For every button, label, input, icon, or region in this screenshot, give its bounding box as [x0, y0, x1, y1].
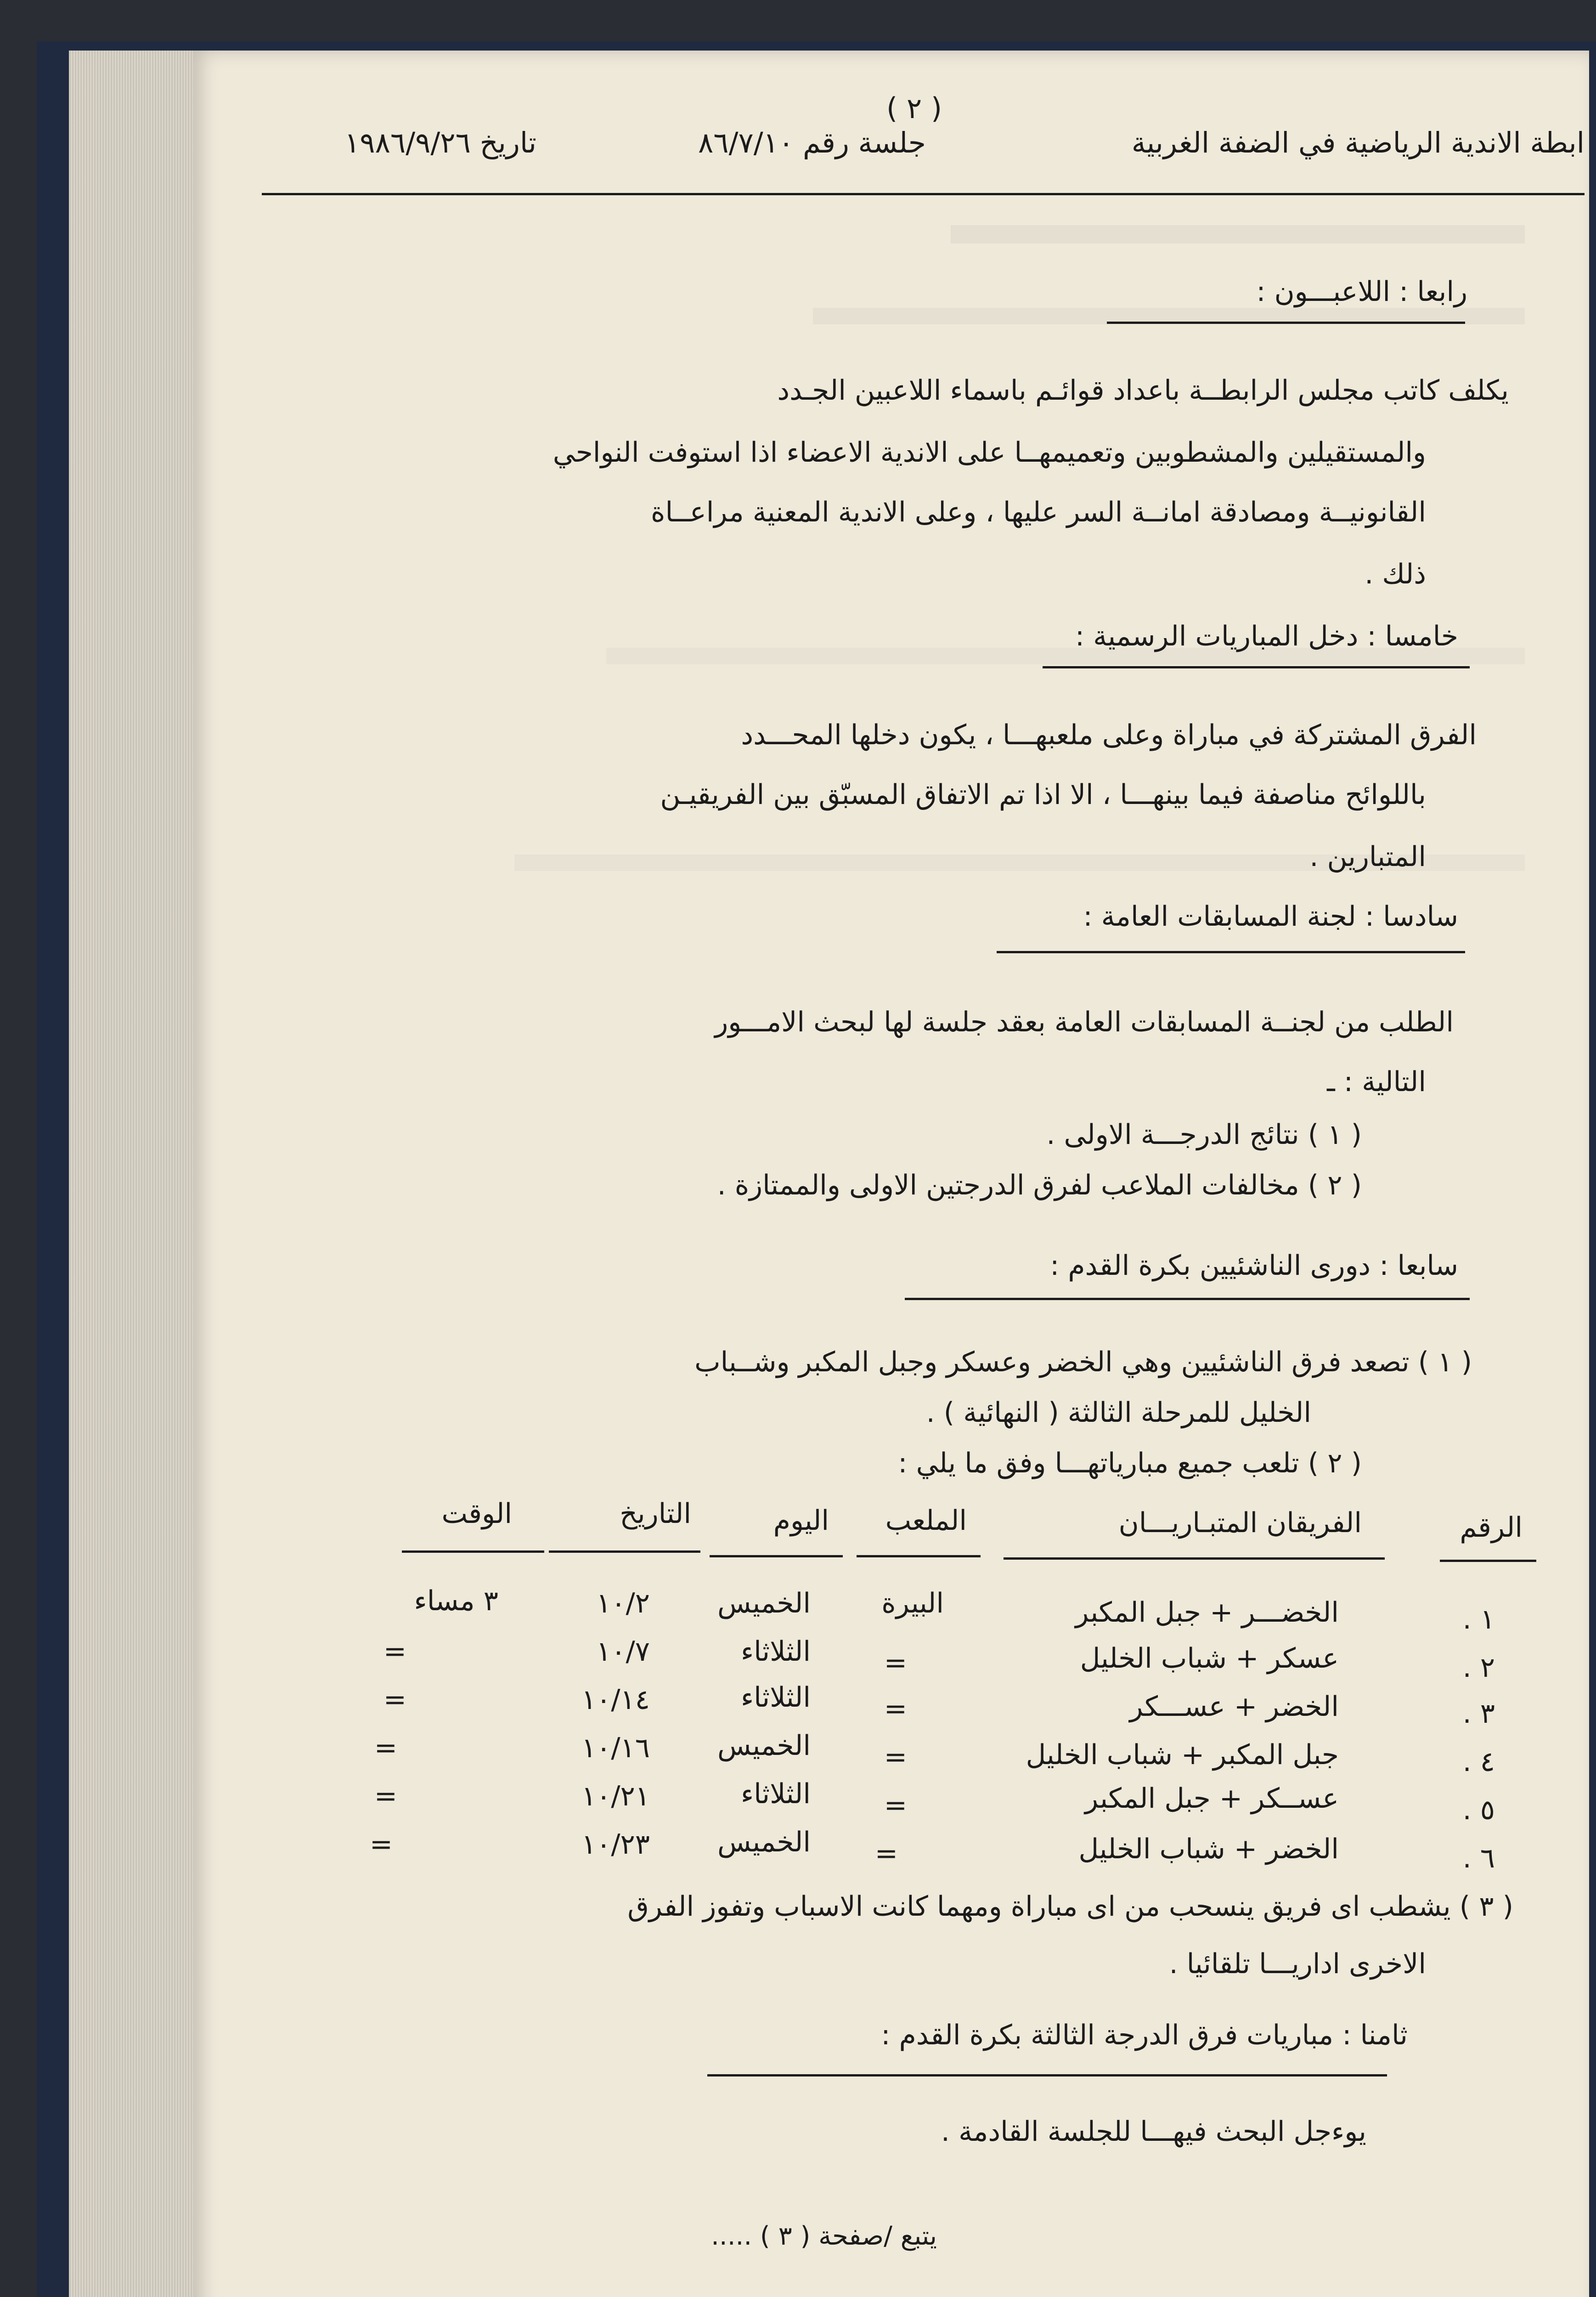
row-date: ١٠/٢٣	[581, 1828, 650, 1861]
row-venue: =	[884, 1789, 907, 1822]
section6-item1: ( ١ ) نتائج الدرجـــة الاولى .	[1046, 1119, 1362, 1151]
row-day: الخميس	[717, 1730, 811, 1762]
section4-line2: والمستقيلين والمشطوبين وتعميمهــا على الاندية الاعضاء اذا استوفت النواحي	[553, 436, 1426, 469]
row-num: ٤ .	[1462, 1746, 1495, 1778]
header-rule	[262, 193, 1585, 195]
section8-underline	[707, 2074, 1387, 2076]
row-date: ١٠/٢	[596, 1587, 650, 1619]
row-num: ٢ .	[1462, 1652, 1495, 1684]
page-edges	[69, 51, 207, 2297]
section4-line4: ذلك .	[1365, 558, 1426, 590]
row-teams: الخضر + عســـكر	[1129, 1691, 1339, 1723]
page-number: ( ٢ )	[886, 91, 942, 125]
section7-line3: ( ٢ ) تلعب جميع مبارياتهـــا وفق ما يلي :	[898, 1447, 1362, 1479]
row-day: الثلاثاء	[740, 1635, 811, 1668]
section8-line: يوءجل البحث فيهـــا للجلسة القادمة .	[941, 2116, 1366, 2148]
section8-heading: ثامنا : مباريات فرق الدرجة الثالثة بكرة القدم :	[881, 2019, 1408, 2051]
section5-underline	[1043, 666, 1470, 668]
section7-after2: الاخرى اداريـــا تلقائيا .	[1169, 1948, 1426, 1980]
row-date: ١٠/٢١	[581, 1780, 650, 1812]
row-time: ٣ مساء	[414, 1585, 498, 1617]
row-num: ٣ .	[1462, 1697, 1495, 1730]
row-day: الخميس	[717, 1826, 811, 1858]
section7-underline	[905, 1298, 1470, 1300]
section7-line1: ( ١ ) تصعد فرق الناشئيين وهي الخضر وعسكر وجبل المكبر وشــباب	[694, 1346, 1472, 1378]
header-session: جلسة رقم ٨٦/٧/١٠	[698, 126, 926, 159]
row-day: الثلاثاء	[740, 1778, 811, 1810]
col-date-header: التاريخ	[620, 1498, 691, 1530]
col-day-underline	[710, 1555, 843, 1557]
row-teams: الخضر + شباب الخليل	[1078, 1833, 1339, 1865]
col-time-underline	[402, 1550, 544, 1553]
row-time: =	[383, 1684, 406, 1716]
col-teams-header: الفريقان المتبـاريـــان	[1118, 1507, 1362, 1539]
row-day: الثلاثاء	[740, 1681, 811, 1714]
section6-heading: سادسا : لجنة المسابقات العامة :	[1083, 900, 1458, 933]
section4-heading: رابعا : اللاعبـــون :	[1256, 276, 1467, 308]
row-teams: الخضـــر + جبل المكبر	[1075, 1596, 1339, 1629]
section5-line3: المتبارين .	[1309, 841, 1426, 873]
col-date-underline	[549, 1550, 700, 1553]
section7-line2: الخليل للمرحلة الثالثة ( النهائية ) .	[926, 1397, 1311, 1429]
section6-line2: التالية : ـ	[1327, 1066, 1426, 1098]
section5-heading: خامسا : دخل المباريات الرسمية :	[1075, 620, 1458, 652]
row-num: ١ .	[1462, 1603, 1495, 1635]
col-venue-underline	[857, 1555, 981, 1557]
bleed-through-1	[951, 225, 1525, 243]
row-venue: =	[884, 1693, 907, 1725]
row-time: =	[383, 1635, 406, 1668]
col-day-header: اليوم	[773, 1505, 829, 1537]
row-venue: =	[884, 1741, 907, 1773]
col-time-header: الوقت	[441, 1498, 512, 1530]
row-num: ٦ .	[1462, 1842, 1495, 1874]
document-page	[193, 51, 1589, 2297]
row-venue: =	[884, 1647, 907, 1679]
row-venue: البيرة	[881, 1587, 944, 1619]
row-date: ١٠/١٦	[581, 1732, 650, 1764]
col-venue-header: الملعب	[885, 1505, 967, 1537]
row-date: ١٠/٧	[596, 1635, 650, 1668]
row-date: ١٠/١٤	[581, 1684, 650, 1716]
header-title: ابطة الاندية الرياضية في الضفة الغربية	[1131, 126, 1585, 159]
section7-heading: سابعا : دورى الناشئيين بكرة القدم :	[1050, 1250, 1458, 1282]
row-time: =	[374, 1732, 397, 1764]
section7-after1: ( ٣ ) يشطب اى فريق ينسحب من اى مباراة ومهما كانت الاسباب وتفوز الفرق	[627, 1890, 1513, 1923]
section4-underline	[1107, 322, 1465, 324]
section6-underline	[997, 951, 1465, 953]
col-num-header: الرقم	[1460, 1511, 1523, 1544]
section4-line1: يكلف كاتب مجلس الرابطــة باعداد قوائـم باسماء اللاعبين الجـدد	[777, 374, 1509, 407]
row-teams: عســكر + جبل المكبر	[1085, 1782, 1339, 1815]
section5-line2: باللوائح مناصفة فيما بينهـــا ، الا اذا تم الاتفاق المسبّق بين الفريقيـن	[660, 779, 1426, 811]
row-teams: عسكر + شباب الخليل	[1080, 1642, 1339, 1675]
section6-line1: الطلب من لجنــة المسابقات العامة بعقد جلسة لها لبحث الامـــور	[715, 1006, 1454, 1038]
row-time: =	[374, 1780, 397, 1812]
header-date: تاريخ ١٩٨٦/٩/٢٦	[344, 126, 536, 159]
row-day: الخميس	[717, 1587, 811, 1619]
col-num-underline	[1440, 1560, 1536, 1562]
continued-note: يتبع /صفحة ( ٣ ) .....	[711, 2221, 937, 2251]
row-venue: =	[874, 1838, 898, 1870]
col-teams-underline	[1004, 1557, 1385, 1560]
row-time: =	[369, 1828, 393, 1861]
section6-item2: ( ٢ ) مخالفات الملاعب لفرق الدرجتين الاولى والممتازة .	[717, 1169, 1362, 1201]
section4-line3: القانونيــة ومصادقة امانــة السر عليها ، وعلى الاندية المعنية مراعــاة	[651, 496, 1426, 528]
section5-line1: الفرق المشتركة في مباراة وعلى ملعبهـــا ، يكون دخلها المحـــدد	[741, 719, 1477, 751]
row-num: ٥ .	[1462, 1794, 1495, 1826]
row-teams: جبل المكبر + شباب الخليل	[1026, 1739, 1339, 1771]
